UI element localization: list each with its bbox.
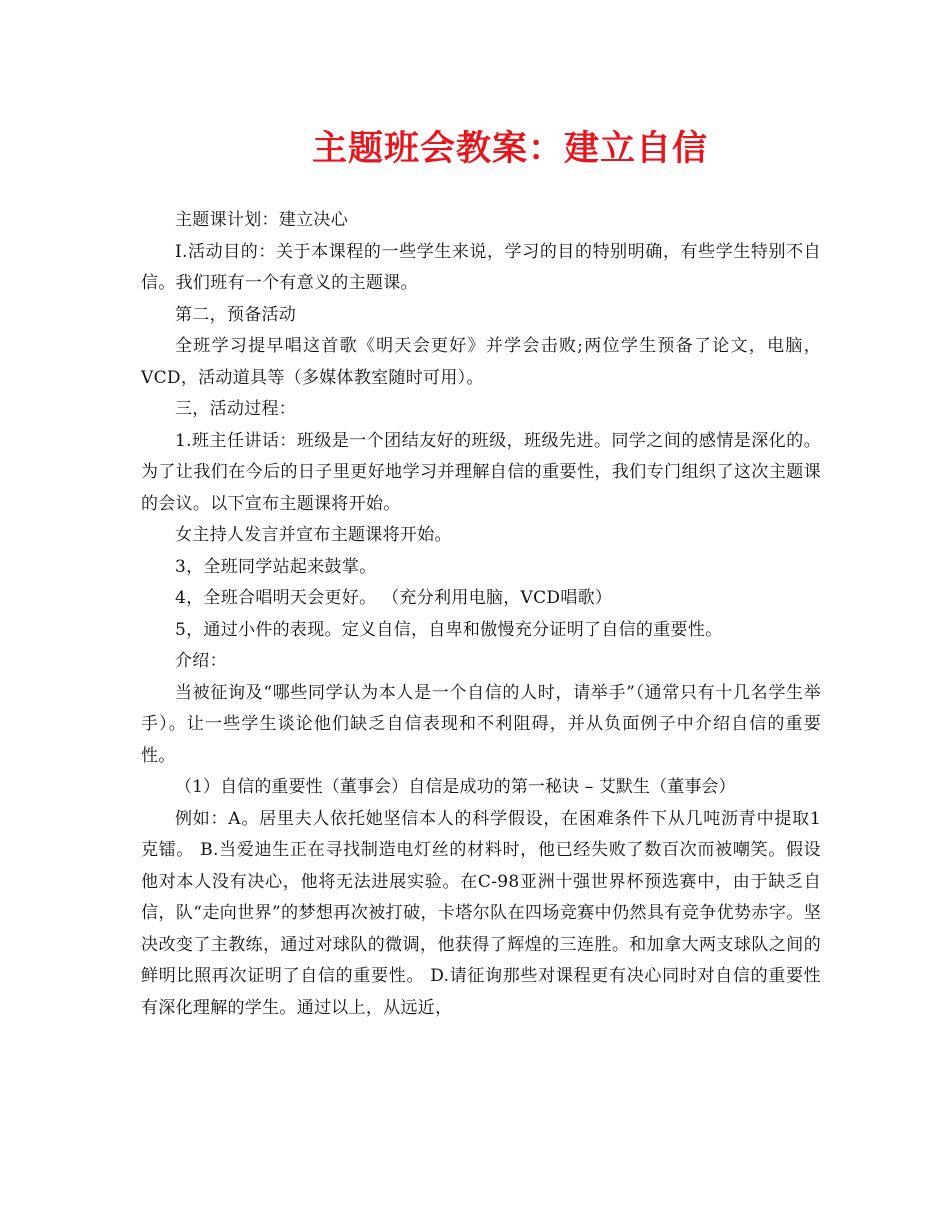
paragraph-examples: 例如：A。居里夫人依托她坚信本人的科学假设，在困难条件下从几吨沥青中提取1克镭。 B.当爱迪生正在寻找制造电灯丝的材料时，他已经失败了数百次而被嘲笑。假设他对本人没有决心，他将无法进展实验。在C-98亚洲十强世界杯预选赛中，由于缺乏自信，队“走向世界”的梦想再次被打破，卡塔尔队在四场竞赛中仍然具有竞争优势赤字。坚决改变了主教练，通过对球队的微调，他获得了辉煌的三连胜。和加拿大两支球队之间的鲜明比照再次证明了自信的重要性。 D.请征询那些对课程更有决心同时对自信的重要性有深化理解的学生。通过以上，从远近， <box>141 808 821 1018</box>
paragraph-preparation: 全班学习提早唱这首歌《明天会更好》并学会击败;两位学生预备了论文，电脑，VCD，活动道具等（多媒体教室随时可用）。 <box>141 336 821 388</box>
paragraph-step-4: 4，全班合唱明天会更好。 （充分利用电脑，VCD唱歌） <box>175 588 613 608</box>
paragraph-intro: 当被征询及“哪些同学认为本人是一个自信的人时，请举手”（通常只有十几名学生举手）。让一些学生谈论他们缺乏自信表现和不利阻碍，并从负面例子中介绍自信的重要性。 <box>141 682 821 766</box>
paragraph-importance-heading: （1）自信的重要性（董事会）自信是成功的第一秘诀 – 艾默生（董事会） <box>175 777 736 797</box>
paragraph-step-3: 3，全班同学站起来鼓掌。 <box>175 556 377 577</box>
paragraph-step-5: 5，通过小件的表现。定义自信，自卑和傲慢充分证明了自信的重要性。 <box>175 619 723 640</box>
paragraph-section-three: 三，活动过程： <box>175 399 297 419</box>
document-title: 主题班会教案：建立自信 <box>311 128 708 169</box>
paragraph-host: 女主持人发言并宣布主题课将开始。 <box>175 525 452 545</box>
document-body <box>141 205 821 1024</box>
paragraph-teacher-speech: 1.班主任讲话：班级是一个团结友好的班级，班级先进。同学之间的感情是深化的。为了让我们在今后的日子里更好地学习并理解自信的重要性，我们专门组织了这次主题课的会议。以下宣布主题课将开始。 <box>141 430 821 514</box>
paragraph-section-two: 第二，预备活动 <box>175 304 297 325</box>
paragraph-plan: 主题课计划：建立决心 <box>175 210 348 230</box>
paragraph-purpose: I.活动目的：关于本课程的一些学生来说，学习的目的特别明确，有些学生特别不自信。我们班有一个有意义的主题课。 <box>141 241 821 293</box>
paragraph-intro-label: 介绍： <box>175 651 227 671</box>
